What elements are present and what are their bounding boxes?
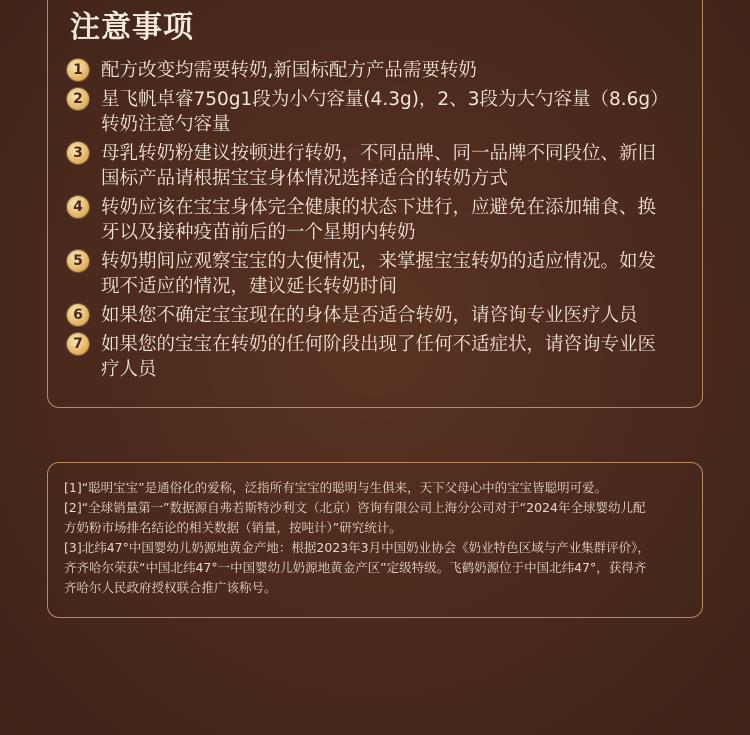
- number-badge-icon: 2: [67, 88, 89, 110]
- footnote-3: [3]北纬47°中国婴幼儿奶源地黄金产地：根据2023年3月中国奶业协会《奶业特色区域与产业集群评价》， 齐齐哈尔荣获“中国北纬47°一中国婴幼儿奶源地黄金产区”定级特级。飞鹤奶源位于中国北纬47°，获得齐 齐哈尔人民政府授权联合推广该称号。: [64, 540, 650, 595]
- footnote-list: [64, 478, 694, 598]
- notice-item-7: [67, 332, 692, 382]
- notice-item-text: 如果您不确定宝宝现在的身体是否适合转奶，请咨询专业医疗人员: [101, 305, 638, 326]
- notice-item-5: [67, 249, 692, 299]
- notice-item-text: 配方改变均需要转奶,新国标配方产品需要转奶: [101, 60, 477, 81]
- footnote-2: [2]“全球销量第一”数据源自弗若斯特沙利文（北京）咨询有限公司上海分公司对于“2024年全球婴幼儿配 方奶粉市场排名结论的相关数据（销量，按吨计）”研究统计。: [64, 500, 646, 535]
- number-badge-icon: 1: [67, 59, 89, 81]
- notice-item-3: [67, 141, 692, 191]
- notice-list: [67, 58, 692, 386]
- number-badge-icon: 7: [67, 333, 89, 355]
- notice-item-text: 母乳转奶粉建议按顿进行转奶，不同品牌、同一品牌不同段位、新旧 国标产品请根据宝宝身体情况选择适合的转奶方式: [101, 143, 657, 189]
- notice-item-text: 星飞帆卓睿750g1段为小勺容量(4.3g)，2、3段为大勺容量（8.6g） 转奶注意勺容量: [101, 89, 669, 135]
- number-badge-icon: 5: [67, 250, 89, 272]
- notice-item-6: [67, 303, 692, 328]
- notice-item-text: 如果您的宝宝在转奶的任何阶段出现了任何不适症状，请咨询专业医 疗人员: [101, 334, 657, 380]
- number-badge-icon: 4: [67, 196, 89, 218]
- notice-title: 注意事项: [70, 10, 194, 45]
- notice-item-4: [67, 195, 692, 245]
- notice-item-text: 转奶应该在宝宝身体完全健康的状态下进行，应避免在添加辅食、换 牙以及接种疫苗前后的一个星期内转奶: [101, 197, 657, 243]
- notice-item-2: [67, 87, 692, 137]
- notice-item-text: 转奶期间应观察宝宝的大便情况，来掌握宝宝转奶的适应情况。如发 现不适应的情况，建议延长转奶时间: [101, 251, 657, 297]
- number-badge-icon: 6: [67, 304, 89, 326]
- notice-item-1: [67, 58, 692, 83]
- number-badge-icon: 3: [67, 142, 89, 164]
- footnote-1: [1]“聪明宝宝”是通俗化的爱称，泛指所有宝宝的聪明与生俱来，天下父母心中的宝宝皆聪明可爱。: [64, 480, 608, 495]
